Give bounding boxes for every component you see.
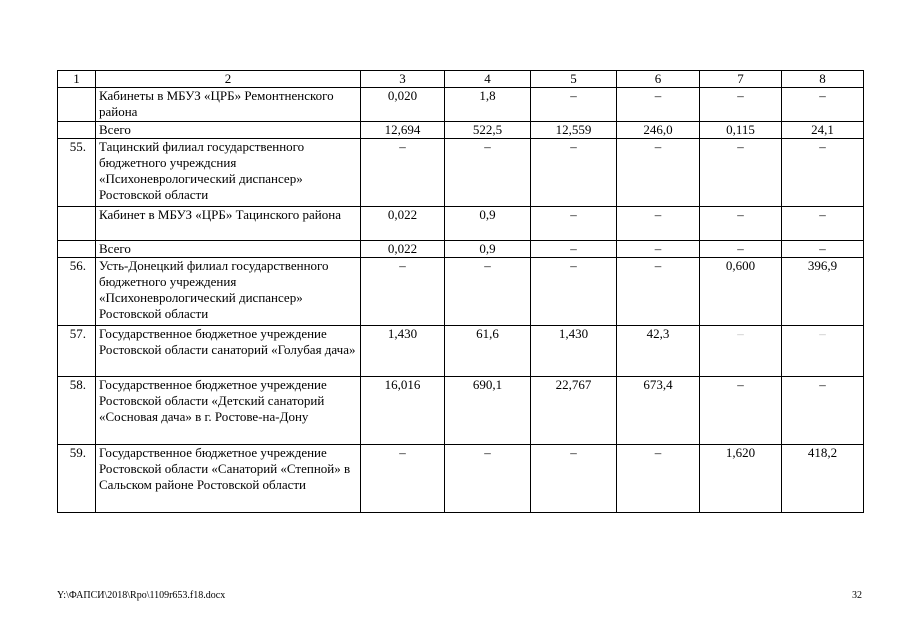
cell-col4: – xyxy=(445,139,531,207)
cell-col8: – xyxy=(782,241,864,258)
row-number: 55. xyxy=(58,139,96,207)
cell-col8: 418,2 xyxy=(782,445,864,513)
cell-col7: 1,620 xyxy=(700,445,782,513)
cell-col6: 673,4 xyxy=(617,377,700,445)
cell-col8: 396,9 xyxy=(782,258,864,326)
row-name: Всего xyxy=(96,241,361,258)
table-row xyxy=(58,139,864,207)
row-name: Всего xyxy=(96,122,361,139)
row-name: Тацинский филиал государственного бюджетного учреждсния «Психоневрологический диспансер» Ростовской области xyxy=(96,139,361,207)
cell-col8: – xyxy=(782,377,864,445)
row-name: Усть-Донецкий филиал государственного бюджетного учреждения «Психоневрологический диспансер» Ростовской области xyxy=(96,258,361,326)
cell-col7: – xyxy=(700,241,782,258)
cell-col5: – xyxy=(531,88,617,122)
row-name: Кабинет в МБУЗ «ЦРБ» Тацинского района xyxy=(96,207,361,241)
table-row xyxy=(58,445,864,513)
cell-col3: 16,016 xyxy=(361,377,445,445)
cell-col6: 246,0 xyxy=(617,122,700,139)
cell-col7: – xyxy=(700,377,782,445)
cell-col6: – xyxy=(617,445,700,513)
column-header: 2 xyxy=(96,71,361,88)
row-number: 58. xyxy=(58,377,96,445)
cell-col7: – xyxy=(700,88,782,122)
table-row xyxy=(58,88,864,122)
row-number: 57. xyxy=(58,326,96,377)
cell-col3: 1,430 xyxy=(361,326,445,377)
row-name: Государственное бюджетное учреждение Ростовской области «Санаторий «Степной» в Сальском районе Ростовской области xyxy=(96,445,361,513)
cell-col6: – xyxy=(617,258,700,326)
table-row xyxy=(58,122,864,139)
cell-col4: – xyxy=(445,258,531,326)
cell-col3: – xyxy=(361,258,445,326)
column-header: 5 xyxy=(531,71,617,88)
row-name: Государственное бюджетное учреждение Ростовской области «Детский санаторий «Сосновая дача» в г. Ростове-на-Дону xyxy=(96,377,361,445)
cell-col5: – xyxy=(531,207,617,241)
cell-col6: – xyxy=(617,139,700,207)
page-number: 32 xyxy=(852,590,862,601)
cell-col4: 522,5 xyxy=(445,122,531,139)
cell-col4: 0,9 xyxy=(445,241,531,258)
cell-col3: – xyxy=(361,445,445,513)
cell-col6: – xyxy=(617,207,700,241)
row-number: 59. xyxy=(58,445,96,513)
footer-file-path: Y:\ФАПСИ\2018\Rpo\1109r653.f18.docx xyxy=(57,590,226,601)
column-header: 1 xyxy=(58,71,96,88)
row-name: Государственное бюджетное учреждение Ростовской области санаторий «Голубая дача» xyxy=(96,326,361,377)
table-header-row xyxy=(58,71,864,88)
cell-col6: – xyxy=(617,88,700,122)
cell-col7: 0,600 xyxy=(700,258,782,326)
table-row xyxy=(58,258,864,326)
cell-col3: – xyxy=(361,139,445,207)
cell-col7: – xyxy=(700,326,782,377)
row-number: 56. xyxy=(58,258,96,326)
row-number xyxy=(58,207,96,241)
cell-col4: 0,9 xyxy=(445,207,531,241)
cell-col5: – xyxy=(531,139,617,207)
cell-col7: – xyxy=(700,139,782,207)
column-header: 3 xyxy=(361,71,445,88)
cell-col4: – xyxy=(445,445,531,513)
cell-col5: 22,767 xyxy=(531,377,617,445)
cell-col5: 12,559 xyxy=(531,122,617,139)
cell-col3: 0,020 xyxy=(361,88,445,122)
cell-col3: 12,694 xyxy=(361,122,445,139)
cell-col5: – xyxy=(531,241,617,258)
cell-col6: 42,3 xyxy=(617,326,700,377)
cell-col4: 61,6 xyxy=(445,326,531,377)
cell-col8: – xyxy=(782,139,864,207)
cell-col4: 1,8 xyxy=(445,88,531,122)
row-number xyxy=(58,88,96,122)
cell-col4: 690,1 xyxy=(445,377,531,445)
cell-col5: – xyxy=(531,258,617,326)
cell-col7: 0,115 xyxy=(700,122,782,139)
cell-col8: – xyxy=(782,207,864,241)
cell-col7: – xyxy=(700,207,782,241)
table-row xyxy=(58,377,864,445)
cell-col8: 24,1 xyxy=(782,122,864,139)
cell-col8: – xyxy=(782,326,864,377)
column-header: 6 xyxy=(617,71,700,88)
cell-col5: – xyxy=(531,445,617,513)
table-row xyxy=(58,241,864,258)
row-number xyxy=(58,241,96,258)
cell-col5: 1,430 xyxy=(531,326,617,377)
column-header: 7 xyxy=(700,71,782,88)
table-row xyxy=(58,207,864,241)
cell-col6: – xyxy=(617,241,700,258)
cell-col3: 0,022 xyxy=(361,241,445,258)
data-table xyxy=(57,70,864,513)
row-number xyxy=(58,122,96,139)
row-name: Кабинеты в МБУЗ «ЦРБ» Ремонтненского района xyxy=(96,88,361,122)
cell-col3: 0,022 xyxy=(361,207,445,241)
cell-col8: – xyxy=(782,88,864,122)
table-row xyxy=(58,326,864,377)
column-header: 8 xyxy=(782,71,864,88)
column-header: 4 xyxy=(445,71,531,88)
